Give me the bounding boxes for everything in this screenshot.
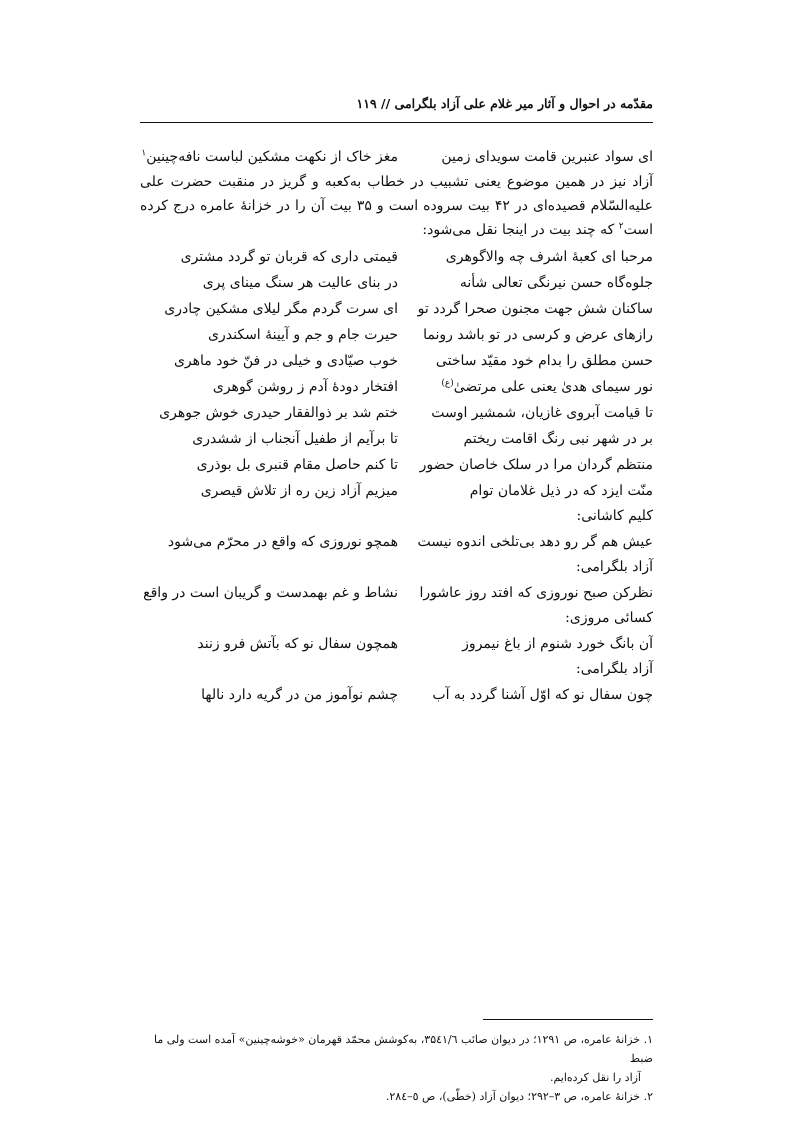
couplet xyxy=(140,682,653,708)
opening-couplet xyxy=(140,144,653,170)
hemistich-second: نشاط و غم بهمدست و گریبان است در واقع xyxy=(143,585,398,601)
hemistich-text: نور سیمای هدیٰ یعنی علی مرتضیٰ xyxy=(453,379,653,395)
couplet xyxy=(140,270,653,296)
hemistich-first: منّت ایزد که در ذیل غلامان توام xyxy=(469,483,653,499)
hemistich-second: تا کنم حاصل مقام قنبری بل بوذری xyxy=(196,457,398,473)
couplet xyxy=(140,452,653,478)
honorific-marker: (ع) xyxy=(441,378,454,389)
main-content xyxy=(140,144,653,708)
header-rule xyxy=(140,122,653,123)
couplet xyxy=(140,348,653,374)
hemistich-first xyxy=(398,145,653,169)
hemistich-second: ای سرت گردم مگر لیلای مشکین چادری xyxy=(164,301,398,317)
couplet xyxy=(140,322,653,348)
couplet xyxy=(140,244,653,270)
hemistich-second: حیرت جام و جم و آیینهٔ اسکندری xyxy=(208,327,398,343)
hemistich-second: خوب صیّادی و خیلی در فنّ خود ماهری xyxy=(173,353,398,369)
hemistich-first: چون سفال نو که اوّل آشنا گردد به آب xyxy=(432,687,653,703)
hemistich-first: حسن مطلق را بدام خود مقیّد ساختی xyxy=(435,353,653,369)
couplet xyxy=(140,374,653,400)
footnote-continuation: آزاد را نقل کرده‌ایم. xyxy=(549,1071,641,1084)
hemistich-second: تا برآیم از طفیل آنجناب از ششدری xyxy=(192,431,398,447)
couplet xyxy=(140,296,653,322)
hemistich-second xyxy=(140,145,398,169)
footnote: ۲. خزانهٔ عامره، ص ۳–۲۹۲؛ دیوان آزاد (خطّی)، ص ٥–۲۸٤. xyxy=(385,1090,653,1103)
couplet xyxy=(140,478,653,504)
couplet xyxy=(140,400,653,426)
hemistich-first: ساکنان شش جهت مجنون صحرا گردد تو xyxy=(417,301,653,317)
paragraph-text: آزاد نیز در همین موضوع یعنی تشبیب در خطاب به‌کعبه و گریز در منقبت حضرت علی علیه‌السّلام قصیده‌ای در ۴۲ بیت سروده است و ۳۵ بیت آن را در خزانهٔ عامره درج کرده است xyxy=(140,174,653,238)
hemistich-first: تا قیامت آبروی غازیان، شمشیر اوست xyxy=(431,405,653,421)
hemistich-text: ای سواد عنبرین قامت سویدای زمین xyxy=(441,149,653,165)
footnote-marker: ۲ xyxy=(618,221,624,232)
hemistich-second: همچو نوروزی که واقع در محرّم می‌شود xyxy=(167,534,398,550)
hemistich-first: رازهای عرض و کرسی در تو باشد رونما xyxy=(423,327,653,343)
paragraph-tail: که چند بیت در اینجا نقل می‌شود: xyxy=(422,222,619,238)
hemistich-second: افتخار دودهٔ آدم ز روشن گوهری xyxy=(212,379,398,395)
footnote-marker: ۱ xyxy=(141,148,147,159)
footnote: ۱. خزانهٔ عامره، ص ۱۲۹۱؛ در دیوان صائب ۳۵٤۱/٦، به‌کوشش محمّد قهرمان «خوشه‌چینین» آمده است ولی ما ضبط xyxy=(153,1033,653,1065)
hemistich-first: مرحبا ای کعبهٔ اشرف چه والاگوهری xyxy=(445,249,653,265)
hemistich-second: در بنای عالیت هر سنگ مینای پری xyxy=(202,275,398,291)
hemistich-first: منتظم گردان مرا در سلک خاصان حضور xyxy=(419,457,653,473)
running-header: مقدّمه در احوال و آثار میر غلام علی آزاد بلگرامی // ۱۱۹ xyxy=(356,96,653,111)
couplet xyxy=(140,580,653,606)
poet-name: کلیم کاشانی: xyxy=(576,508,653,524)
hemistich-second: همچون سفال نو که بآتش فرو زنند xyxy=(197,636,398,652)
qasida-excerpt xyxy=(140,244,653,504)
poet-name: آزاد بلگرامی: xyxy=(576,559,653,575)
poet-name: کسائی مروزی: xyxy=(565,610,653,626)
hemistich-first: آن بانگ خورد شنوم از باغ نیمروز xyxy=(462,636,653,652)
hemistich-second: میزیم آزاد زین ره از تلاش قیصری xyxy=(200,483,398,499)
hemistich-first: عیش هم گر رو دهد بی‌تلخی اندوه نیست xyxy=(417,534,653,550)
hemistich-first xyxy=(398,375,653,399)
body-paragraph xyxy=(140,170,653,242)
poet-name: آزاد بلگرامی: xyxy=(576,661,653,677)
hemistich-second: چشم نوآموز من در گریه دارد نالها xyxy=(201,687,398,703)
couplet xyxy=(140,631,653,657)
hemistich-second: ختم شد بر ذوالفقار حیدری خوش جوهری xyxy=(159,405,398,421)
hemistich-text: مغز خاک از نکهت مشکین لباست نافه‌چینین xyxy=(146,149,398,165)
footnotes xyxy=(140,1030,653,1106)
hemistich-first: جلوه‌گاه حسن نیرنگی تعالی شأنه xyxy=(459,275,653,291)
hemistich-first: نظرکن صبح نوروزی که افتد روز عاشورا xyxy=(419,585,653,601)
comparison-block xyxy=(140,504,653,708)
couplet xyxy=(140,426,653,452)
hemistich-second: قیمتی داری که قربان تو گردد مشتری xyxy=(180,249,398,265)
hemistich-first: بر در شهر نبی رنگ اقامت ریختم xyxy=(463,431,653,447)
footnote-rule xyxy=(483,1019,653,1020)
couplet xyxy=(140,529,653,555)
